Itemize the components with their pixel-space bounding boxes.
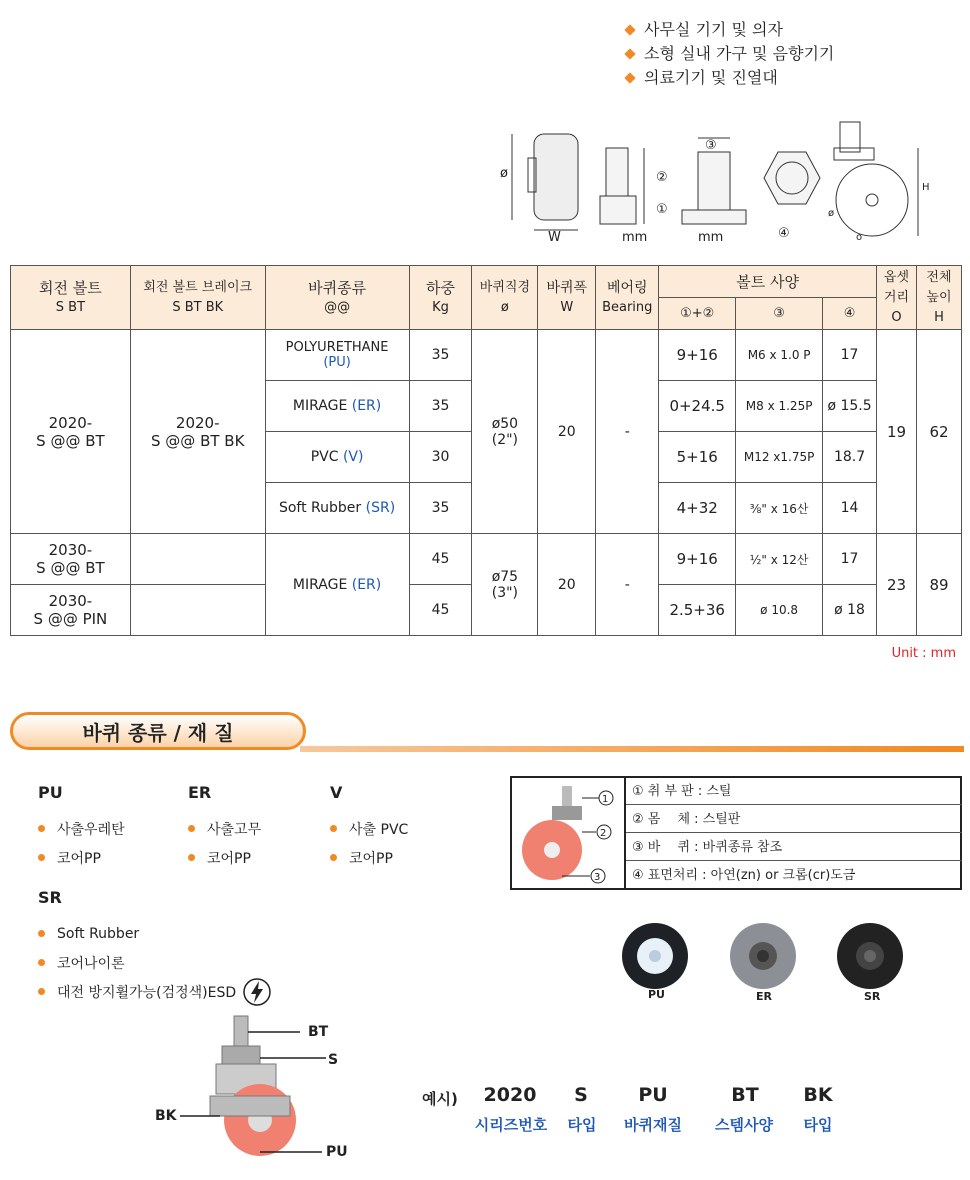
wheel-label-pu: PU (648, 988, 665, 1001)
diameter-inch: (3") (491, 584, 519, 601)
diameter-cell: ø50 (491, 415, 519, 432)
height-cell: 89 (916, 534, 961, 636)
bolt-b12: 9+16 (659, 534, 736, 585)
bolt-b3: M12 x1.75P (736, 432, 823, 483)
part-row: ④ 표면처리 : 아연(zn) or 크롬(cr)도금 (632, 868, 856, 883)
parts-box (510, 776, 962, 890)
header-bolt-spec: 볼트 사양 (659, 266, 877, 298)
example-code: PU (638, 1084, 668, 1106)
diamond-bullet-icon (624, 24, 635, 35)
table-header-row (11, 266, 962, 298)
material-sr (38, 888, 272, 1006)
material-code: PU (38, 783, 63, 802)
model-code: S @@ BT BK (151, 431, 245, 450)
part-row: ③ 바 퀴 : 바퀴종류 참조 (626, 834, 962, 861)
model-code: S @@ BT (36, 431, 105, 450)
empty-cell (130, 534, 265, 585)
section-title: 바퀴 종류 / 재 질 (10, 712, 306, 750)
wheel-type: MIRAGE (292, 398, 348, 414)
example-code: 2020 (483, 1084, 537, 1106)
material-desc: 코어나이론 (57, 955, 125, 972)
example-meaning: 스템사양 (715, 1116, 773, 1134)
label-bk: BK (155, 1108, 177, 1124)
wheel-samples (620, 918, 920, 998)
material-code: SR (38, 888, 62, 907)
label-2: ② (656, 170, 668, 185)
load-cell: 45 (409, 585, 472, 636)
load-cell: 35 (409, 381, 472, 432)
header-b12: ①+② (659, 298, 736, 330)
model-code: 2020- (48, 413, 93, 432)
bullet-icon (38, 988, 45, 995)
wheel-pu-image (622, 923, 688, 989)
bolt-b3: ø 10.8 (736, 585, 823, 636)
material-desc: 사출고무 (207, 821, 262, 838)
wheel-sr-image (837, 923, 903, 989)
model-code: 2020- (175, 413, 220, 432)
wheel-code: (ER) (351, 398, 382, 414)
header-unit: Kg (432, 299, 449, 315)
label-3: ③ (705, 138, 717, 153)
wheel-type: MIRAGE (292, 576, 348, 593)
bolt-b4: 18.7 (823, 432, 877, 483)
spec-table (10, 265, 962, 636)
bolt-b3: ⅜" x 16산 (736, 483, 823, 534)
header-b3: ③ (736, 298, 823, 330)
diamond-bullet-icon (624, 72, 635, 83)
list-item (330, 814, 408, 843)
header-unit: O (891, 309, 902, 325)
material-v (330, 783, 408, 872)
wheel-label-er: ER (756, 990, 772, 1003)
list-item (188, 814, 261, 843)
header-swivel-bolt: 회전 볼트 (39, 278, 102, 297)
application-item: 사무실 기기 및 의자 (626, 18, 834, 42)
load-cell: 30 (409, 432, 472, 483)
bullet-icon (38, 854, 45, 861)
label-4: ④ (778, 226, 790, 241)
bullet-icon (188, 825, 195, 832)
list-item (38, 977, 272, 1006)
offset-cell: 23 (877, 534, 917, 636)
offset-cell: 19 (877, 330, 917, 534)
example-meaning: 타입 (803, 1116, 833, 1134)
label-s: S (328, 1052, 339, 1068)
wheel-code: (V) (342, 449, 364, 465)
technical-drawings (498, 118, 938, 250)
part-row: ① 취 부 판 : 스틸 (626, 778, 962, 805)
model-code: 2030- (48, 541, 93, 559)
bullet-icon (38, 825, 45, 832)
header-swivel-brake: 회전 볼트 브레이크 (143, 279, 253, 295)
bolt-b12: 2.5+36 (659, 585, 736, 636)
applications-list (626, 18, 834, 90)
bullet-icon (38, 959, 45, 966)
example-meaning: 바퀴재질 (624, 1116, 682, 1134)
bullet-icon (188, 854, 195, 861)
header-offset: 거리 (883, 289, 910, 305)
material-desc: 대전 방지휠가능(검정색)ESD (57, 984, 237, 1001)
bearing-cell: - (596, 534, 659, 636)
header-code: S BT BK (172, 299, 224, 315)
wheel-code: (PU) (323, 355, 351, 370)
header-load: 하중 (425, 278, 455, 297)
example-code: BT (731, 1084, 759, 1106)
diamond-bullet-icon (624, 48, 635, 59)
header-bearing: 베어링 (606, 279, 648, 296)
bolt-b3: ½" x 12산 (736, 534, 823, 585)
bolt-b4: 14 (823, 483, 877, 534)
svg-text:1: 1 (602, 794, 609, 805)
bolt-b4: 17 (823, 330, 877, 381)
material-desc: 코어PP (349, 850, 393, 867)
svg-text:2: 2 (600, 828, 607, 839)
bullet-icon (38, 930, 45, 937)
header-height: 높이 (926, 289, 952, 305)
example-meaning: 타입 (567, 1116, 597, 1134)
mm-label: mm (698, 230, 724, 245)
table-row (11, 330, 962, 381)
bullet-icon (330, 854, 337, 861)
application-item: 소형 실내 가구 및 음향기기 (626, 42, 834, 66)
diameter-cell: ø75 (491, 568, 519, 585)
header-diameter: 바퀴직경 (479, 279, 530, 295)
material-desc: 사출우레탄 (57, 821, 125, 838)
bearing-cell: - (596, 330, 659, 534)
header-code: @@ (324, 299, 351, 315)
list-item (38, 814, 125, 843)
header-b4: ④ (823, 298, 877, 330)
bolt-b4: ø 18 (823, 585, 877, 636)
caster-parts-image (512, 778, 626, 888)
wheel-er-image (730, 923, 796, 989)
header-wheel-type: 바퀴종류 (308, 278, 367, 297)
example-code: BK (803, 1084, 833, 1106)
example-meaning: 시리즈번호 (474, 1116, 548, 1134)
wheel-code: (ER) (351, 576, 382, 593)
list-item (38, 843, 125, 872)
caster-illustration (512, 778, 624, 888)
material-pu (38, 783, 125, 872)
material-desc: Soft Rubber (57, 925, 140, 942)
header-unit: ø (500, 299, 509, 315)
header-unit: H (934, 309, 944, 325)
bolt-b12: 5+16 (659, 432, 736, 483)
model-code: S @@ PIN (33, 610, 108, 628)
header-unit: Bearing (602, 299, 653, 315)
material-code: ER (188, 783, 212, 802)
wheel-label-sr: SR (864, 990, 881, 1003)
bolt-b4: 17 (823, 534, 877, 585)
bolt-b12: 0+24.5 (659, 381, 736, 432)
wheel-type: Soft Rubber (278, 500, 362, 516)
list-item (38, 919, 272, 948)
empty-cell (130, 585, 265, 636)
bolt-b12: 9+16 (659, 330, 736, 381)
wheel-type: PVC (310, 449, 339, 465)
diameter-label: ø (500, 166, 508, 181)
bolt-b3: M6 x 1.0 P (736, 330, 823, 381)
material-desc: 사출 PVC (349, 821, 409, 838)
list-item (188, 843, 261, 872)
model-code: 2030- (48, 592, 93, 610)
header-unit: W (560, 299, 574, 315)
material-code: V (330, 783, 343, 802)
example-prefix: 예시) (422, 1090, 458, 1108)
wheel-code: (SR) (365, 500, 396, 516)
material-desc: 코어PP (57, 850, 101, 867)
banner-line (300, 746, 964, 752)
label-pu: PU (326, 1144, 348, 1160)
width-cell: 20 (538, 534, 596, 636)
unit-note: Unit : mm (891, 646, 956, 661)
bolt-b4: ø 15.5 (823, 381, 877, 432)
list-item (38, 948, 272, 977)
width-cell: 20 (538, 330, 596, 534)
mm-label: mm (622, 230, 648, 245)
list-item (330, 843, 408, 872)
model-code: S @@ BT (36, 559, 105, 577)
caster-labeled-illustration (150, 1012, 370, 1162)
example-code: S (574, 1084, 588, 1106)
header-code: S BT (55, 299, 86, 315)
bolt-b3: M8 x 1.25P (736, 381, 823, 432)
esd-lightning-icon (242, 977, 272, 1007)
height-cell: 62 (916, 330, 961, 534)
header-width: 바퀴폭 (546, 279, 588, 296)
wheel-type: POLYURETHANE (285, 340, 389, 355)
load-cell: 35 (409, 483, 472, 534)
table-row (11, 534, 962, 585)
bullet-icon (330, 825, 337, 832)
header-offset: 옵셋 (883, 269, 910, 285)
diameter-inch: (2") (491, 431, 519, 448)
material-desc: 코어PP (207, 850, 251, 867)
load-cell: 35 (409, 330, 472, 381)
material-er (188, 783, 261, 872)
label-bt: BT (308, 1024, 329, 1040)
part-row: ② 몸 체 : 스틸판 (626, 806, 962, 833)
load-cell: 45 (409, 534, 472, 585)
width-label: W (548, 230, 561, 245)
svg-text:3: 3 (594, 872, 601, 883)
header-height: 전체 (926, 269, 952, 285)
label-1: ① (656, 202, 668, 217)
application-item: 의료기기 및 진열대 (626, 66, 834, 90)
offset-label: o (856, 232, 863, 243)
bolt-b12: 4+32 (659, 483, 736, 534)
diameter-label: ø (828, 208, 835, 219)
height-label: H (922, 182, 930, 193)
